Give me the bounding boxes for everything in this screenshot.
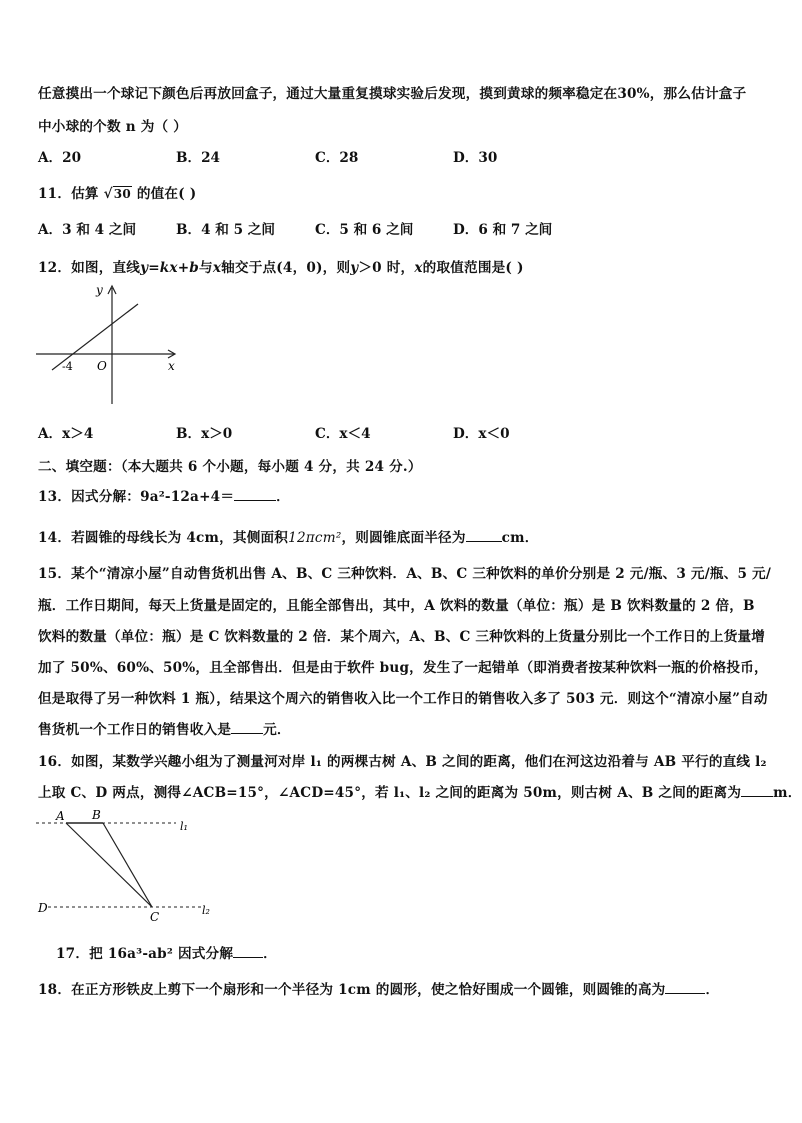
q16-line2	[38, 781, 802, 801]
q14-stem	[38, 526, 539, 546]
q15-line6	[38, 718, 291, 738]
q16-answer-blank[interactable]	[741, 784, 773, 797]
q17-end: ．	[263, 946, 277, 962]
q12-option-c[interactable]: C．x＜4	[315, 426, 371, 442]
q12-stem-c: 轴交于点(4，0)，则	[221, 260, 351, 276]
q17-answer-blank[interactable]	[233, 945, 263, 958]
q11-option-a[interactable]: A．3 和 4 之间	[38, 222, 137, 238]
section-2-heading: 二、填空题：（本大题共 6 个小题，每小题 4 分，共 24 分.）	[38, 459, 422, 475]
q12-stem-e: 的取值范围是( )	[422, 260, 524, 276]
x-axis-label: x	[168, 359, 175, 373]
q13-end: ．	[276, 489, 290, 505]
q14-area: 12πcm²	[288, 530, 342, 546]
q18-end: ．	[705, 982, 720, 998]
l1-label: l₁	[180, 820, 188, 833]
q10-line1: 任意摸出一个球记下颜色后再放回盒子，通过大量重复摸球实验后发现，摸到黄球的频率稳定在30%，那么估计盒子	[38, 86, 747, 102]
q12-stem-d: ＞0 时，	[358, 260, 415, 276]
q15-line6-end: 元．	[263, 722, 291, 738]
q16-line2-end: m．	[773, 785, 802, 801]
q18-answer-blank[interactable]	[665, 981, 705, 994]
q12-option-d[interactable]: D．x＜0	[453, 426, 510, 442]
q15-line5: 但是取得了另一种饮料 1 瓶），结果这个周六的销售收入比一个工作日的销售收入多了 503 元．则这个“清凉小屋”自动	[38, 691, 768, 707]
q12-var-y: y	[350, 260, 359, 276]
q12-var-x2: x	[414, 260, 423, 276]
origin-label: O	[97, 359, 107, 373]
segment-ac	[66, 823, 152, 907]
q10-option-b[interactable]: B．24	[176, 150, 221, 166]
q15-line6-text: 售货机一个工作日的销售收入是	[38, 722, 232, 738]
q11-option-c[interactable]: C．5 和 6 之间	[315, 222, 414, 238]
q11-option-b[interactable]: B．4 和 5 之间	[176, 222, 275, 238]
q17-text: 17．把 16a³-ab² 因式分解	[56, 946, 234, 962]
y-axis-label: y	[96, 283, 103, 297]
q10-option-c[interactable]: C．28	[315, 150, 359, 166]
q12-stem-b: 与	[199, 260, 213, 276]
q13-answer-blank[interactable]	[234, 488, 276, 501]
q12-option-b[interactable]: B．x＞0	[176, 426, 233, 442]
point-b-label: B	[92, 808, 101, 822]
q12-stem-a: 12．如图，直线	[38, 260, 141, 276]
sqrt-symbol: √30	[103, 186, 131, 202]
q16-figure	[34, 806, 224, 924]
q11-radicand: 30	[113, 187, 131, 201]
q17-stem	[56, 942, 277, 962]
q15-answer-blank[interactable]	[231, 721, 263, 734]
q15-line2: 瓶．工作日期间，每天上货量是固定的，且能全部售出，其中，A 饮料的数量（单位：瓶）是 B 饮料数量的 2 倍，B	[38, 598, 755, 614]
q12-graph	[34, 282, 184, 410]
q11-prefix: 11．估算	[38, 186, 99, 202]
point-d-label: D	[38, 901, 48, 915]
q15-line4: 加了 50%、60%、50%，且全部售出．但是由于软件 bug，发生了一起错单（即消费者按某种饮料一瓶的价格投币，	[38, 660, 768, 676]
q18-text: 18．在正方形铁皮上剪下一个扇形和一个半径为 1cm 的圆形，使之恰好围成一个圆锥，则圆锥的高为	[38, 982, 666, 998]
point-a-label: A	[56, 809, 65, 823]
q14-end: cm．	[501, 530, 539, 546]
q14-text-b: ，则圆锥底面半径为	[341, 530, 466, 546]
q16-line1: 16．如图，某数学兴趣小组为了测量河对岸 l₁ 的两棵古树 A、B 之间的距离，他们在河这边沿着与 AB 平行的直线 l₂	[38, 754, 767, 770]
q10-option-d[interactable]: D．30	[453, 150, 498, 166]
q13-text: 13．因式分解：9a²-12a+4＝	[38, 489, 235, 505]
q11-option-d[interactable]: D．6 和 7 之间	[453, 222, 553, 238]
q11-suffix: 的值在( )	[136, 186, 197, 202]
intercept-label: -4	[62, 360, 73, 373]
q18-stem	[38, 978, 719, 998]
q15-line3: 饮料的数量（单位：瓶）是 C 饮料数量的 2 倍．某个周六，A、B、C 三种饮料的上货量分别比一个工作日的上货量增	[38, 629, 766, 645]
q12-stem	[38, 256, 524, 276]
q13-stem	[38, 485, 290, 505]
q12-equation: y=kx+b	[140, 260, 200, 276]
q12-var-x: x	[212, 260, 222, 276]
q16-line2-text: 上取 C、D 两点，测得∠ACB=15°，∠ACD=45°，若 l₁、l₂ 之间的距离为 50m，则古树 A、B 之间的距离为	[38, 785, 742, 801]
q12-option-a[interactable]: A．x＞4	[38, 426, 94, 442]
l2-label: l₂	[202, 904, 210, 917]
q15-line1: 15．某个“清凉小屋”自动售货机出售 A、B、C 三种饮料．A、B、C 三种饮料的单价分别是 2 元/瓶、3 元/瓶、5 元/	[38, 566, 772, 582]
q10-line2: 中小球的个数 n 为（ ）	[38, 119, 188, 135]
q11-stem	[38, 182, 196, 202]
q14-text-a: 14．若圆锥的母线长为 4cm，其侧面积	[38, 530, 289, 546]
point-c-label: C	[150, 910, 160, 924]
q10-option-a[interactable]: A．20	[38, 150, 82, 166]
segment-bc	[103, 823, 152, 907]
q14-answer-blank[interactable]	[466, 529, 502, 542]
